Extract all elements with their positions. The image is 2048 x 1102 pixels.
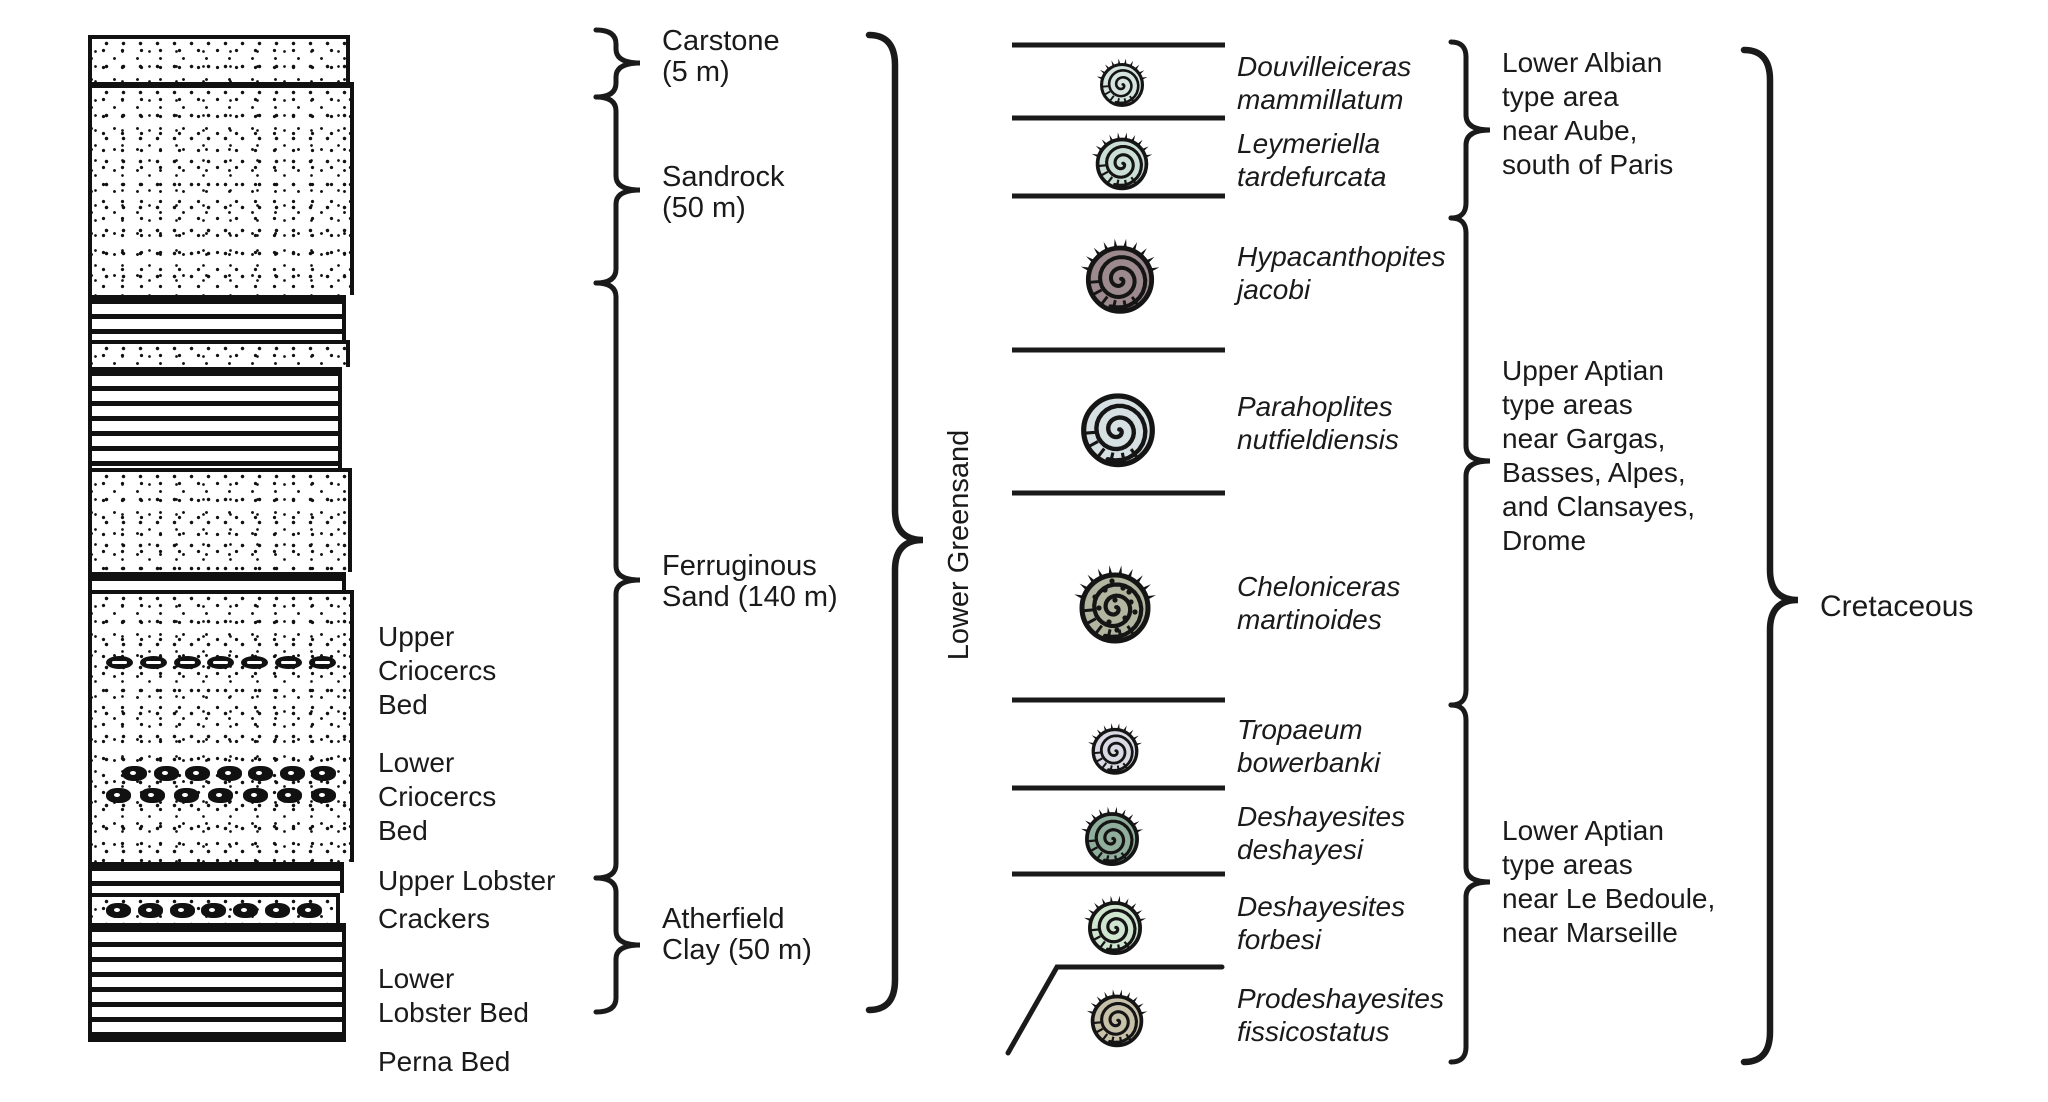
bed-label-lower-criocercs: Lower Criocercs Bed <box>378 747 497 846</box>
brace-atherfield-clay <box>596 878 640 1012</box>
zone-label-parahoplites: Parahoplites nutfieldiensis <box>1237 391 1399 455</box>
column-bed-10-lines <box>88 923 346 1042</box>
column-bed-1-stipple <box>88 82 354 295</box>
bed-label-upper-criocercs: Upper Criocercs Bed <box>378 621 497 720</box>
brace-lower-albian <box>1451 42 1490 218</box>
zone-label-tropaeum: Tropaeum bowerbanki <box>1237 714 1381 778</box>
formation-label-sandrock: Sandrock (50 m) <box>662 161 785 224</box>
fossil-marker <box>248 766 273 781</box>
brace-cretaceous <box>1744 50 1798 1062</box>
fossil-marker <box>106 788 131 803</box>
fossil-marker <box>106 903 131 918</box>
fossil-marker <box>174 656 201 669</box>
fossil-marker <box>309 656 336 669</box>
fossil-marker <box>241 656 268 669</box>
zone-label-hypacanthopites: Hypacanthopites jacobi <box>1237 241 1446 305</box>
formation-label-atherfield-clay: Atherfield Clay (50 m) <box>662 903 812 966</box>
fossil-marker <box>217 766 242 781</box>
stage-label-upper-aptian: Upper Aptian type areas near Gargas, Basses, Alpes, and Clansayes, Drome <box>1502 355 1696 556</box>
bed-label-crackers: Crackers <box>378 903 491 934</box>
column-bed-3-stipple <box>88 340 350 367</box>
zone-label-deshayesites-forbesi: Deshayesites forbesi <box>1237 891 1406 955</box>
fossil-marker <box>170 903 195 918</box>
fossil-marker <box>207 656 234 669</box>
fossil-marker <box>201 903 226 918</box>
ammonite-prodeshayesites-fissicostatus-icon <box>1080 978 1154 1052</box>
ammonite-leymeriella-tardefurcata-icon <box>1085 121 1159 195</box>
fossil-marker <box>185 766 210 781</box>
ammonite-tropaeum-bowerbanki-icon <box>1082 713 1148 779</box>
brace-lower-greensand <box>869 35 923 1010</box>
zone-label-cheloniceras: Cheloniceras martinoides <box>1237 571 1401 635</box>
column-bed-2-lines <box>88 295 346 340</box>
fossil-marker <box>311 788 336 803</box>
bed-label-lower-lobster: Lower Lobster Bed <box>378 963 529 1028</box>
fossil-marker <box>122 766 147 781</box>
brace-carstone <box>596 30 640 97</box>
strat-column <box>88 35 368 1042</box>
fossil-marker-row <box>92 788 350 804</box>
brace-upper-aptian <box>1451 218 1490 705</box>
fossil-marker <box>311 766 336 781</box>
ammonite-hypacanthopites-jacobi-icon <box>1072 224 1168 320</box>
zone-label-prodeshayesites: Prodeshayesites fissicostatus <box>1237 983 1445 1047</box>
fossil-marker-row <box>92 903 336 919</box>
stage-label-lower-albian: Lower Albian type area near Aube, south of Paris <box>1502 47 1674 180</box>
bed-label-upper-lobster: Upper Lobster <box>378 865 556 896</box>
fossil-marker <box>140 788 165 803</box>
brace-lower-aptian <box>1451 705 1490 1062</box>
fossil-marker <box>297 903 322 918</box>
brace-sandrock <box>596 97 640 283</box>
ammonite-douvilleiceras-mammillatum-icon <box>1091 49 1153 111</box>
fossil-marker <box>243 788 268 803</box>
column-bed-0-stipple <box>88 35 350 82</box>
column-bed-7-stipple <box>88 590 354 862</box>
column-bed-8-lines <box>88 862 344 893</box>
brace-ferruginous-sand <box>596 283 640 878</box>
column-bed-4-lines <box>88 367 342 468</box>
formation-label-carstone: Carstone (5 m) <box>662 25 780 88</box>
group-label-lower-greensand: Lower Greensand <box>943 429 975 661</box>
zone-label-leymeriella: Leymeriella tardefurcata <box>1237 128 1387 192</box>
fossil-marker <box>154 766 179 781</box>
bed-label-perna: Perna Bed <box>378 1046 511 1077</box>
ammonite-cheloniceras-martinoides-icon <box>1065 550 1165 650</box>
fossil-marker <box>275 656 302 669</box>
fossil-marker-row <box>92 766 350 782</box>
column-bed-6-lines <box>88 572 346 590</box>
fossil-marker <box>233 903 258 918</box>
fossil-marker <box>140 656 167 669</box>
ammonite-deshayesites-forbesi-icon <box>1077 884 1153 960</box>
period-label-cretaceous: Cretaceous <box>1820 590 1974 623</box>
zone-label-douvilleiceras: Douvilleiceras mammillatum <box>1237 51 1412 115</box>
stage-label-lower-aptian: Lower Aptian type areas near Le Bedoule, near Marseille <box>1502 815 1716 948</box>
fossil-marker <box>174 788 199 803</box>
fossil-marker <box>277 788 302 803</box>
column-bed-5-stipple <box>88 468 352 572</box>
fossil-marker <box>138 903 163 918</box>
ammonite-deshayesites-deshayesi-icon <box>1074 795 1150 871</box>
fossil-marker <box>265 903 290 918</box>
formation-label-ferruginous-sand: Ferruginous Sand (140 m) <box>662 550 838 613</box>
column-bed-9-stipple <box>88 893 340 923</box>
fossil-marker <box>208 788 233 803</box>
ammonite-parahoplites-nutfieldiensis-icon <box>1066 370 1170 474</box>
fossil-marker <box>106 656 133 669</box>
fossil-marker <box>280 766 305 781</box>
fossil-marker-row <box>92 656 350 672</box>
zone-label-deshayesites-deshayesi: Deshayesites deshayesi <box>1237 801 1406 865</box>
